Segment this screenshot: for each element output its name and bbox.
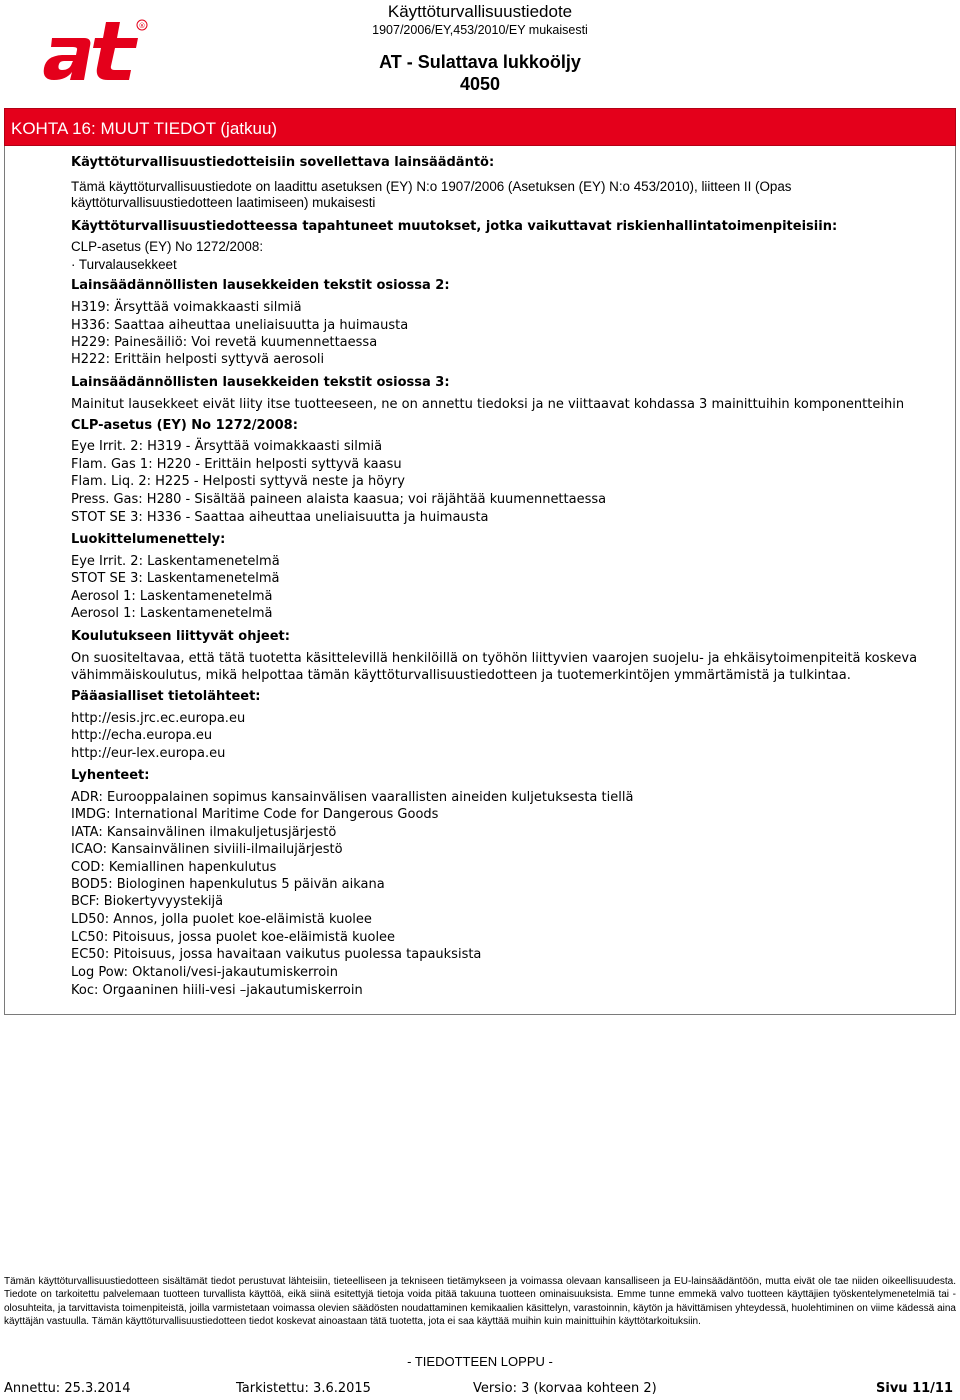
hazard-phrase: H229: Painesäiliö: Voi revetä kuumennettaessa [71, 335, 378, 350]
hazard-classification: Flam. Gas 1: H220 - Erittäin helposti syttyvä kaasu [71, 457, 402, 472]
abbreviation: Log Pow: Oktanoli/vesi-jakautumiskerroin [71, 965, 339, 980]
classification-method: Aerosol 1: Laskentamenetelmä [71, 606, 273, 621]
regulation-reference: 1907/2006/EY,453/2010/EY mukaisesti [372, 23, 588, 37]
hazard-classification: STOT SE 3: H336 - Saattaa aiheuttaa uneliaisuutta ja huimausta [71, 510, 489, 525]
hazard-phrase: H336: Saattaa aiheuttaa uneliaisuutta ja huimausta [71, 318, 409, 333]
doc-type: Käyttöturvallisuustiedote [387, 2, 573, 21]
abbreviation: IMDG: International Maritime Code for Dangerous Goods [71, 807, 439, 822]
hazard-classification: Flam. Liq. 2: H225 - Helposti syttyvä neste ja höyry [71, 474, 405, 489]
source-link[interactable]: http://esis.jrc.ec.europa.eu [71, 711, 246, 726]
hazard-phrase: H222: Erittäin helposti syttyvä aerosoli [71, 352, 325, 367]
heading-classification-procedure: Luokittelumenettely: [71, 532, 226, 547]
abbreviation: LC50: Pitoisuus, jossa puolet koe-eläimistä kuolee [71, 930, 396, 945]
heading-sources: Pääasialliset tietolähteet: [71, 689, 261, 704]
text-line: vähimmäiskoulutus, mikä helpottaa tämän käyttöturvallisuustiedotteen ja tuotemerkintöjen ymmärtämistä ja tulkintaa. [71, 668, 851, 683]
section-header [4, 108, 956, 146]
abbreviation: Koc: Orgaaninen hiili-vesi –jakautumiskerroin [71, 983, 363, 998]
abbreviation: IATA: Kansainvälinen ilmakuljetusjärjestö [71, 825, 337, 840]
text-line: Tämä käyttöturvallisuustiedote on laadittu asetuksen (EY) N:o 1907/2006 (Asetuksen (EY) N:o 453/2010), liitteen II (Opas [71, 179, 792, 194]
product-code: 4050 [459, 74, 501, 94]
text-line: · Turvalausekkeet [71, 257, 177, 272]
hazard-phrase: H319: Ärsyttää voimakkaasti silmiä [71, 300, 302, 315]
source-link[interactable]: http://eur-lex.europa.eu [71, 746, 226, 761]
section-title: KOHTA 16: MUUT TIEDOT (jatkuu) [11, 119, 278, 138]
hazard-classification: Eye Irrit. 2: H319 - Ärsyttää voimakkaasti silmiä [71, 439, 383, 454]
abbreviation: LD50: Annos, jolla puolet koe-eläimistä kuolee [71, 912, 372, 927]
registered-mark: ® [138, 22, 146, 30]
abbreviation: ADR: Eurooppalainen sopimus kansainvälisen vaarallisten aineiden kuljetuksesta tiellä [71, 790, 634, 805]
disclaimer-text: Tämän käyttöturvallisuustiedotteen sisältämät tiedot perustuvat lähteisiin, tieteelliseen ja tekniseen tietämykseen ja voimassa olevaan kansalliseen ja EU-lainsäädäntöön, mutta eivät ole tae niiden oikeellisuudesta. Tiedote on tarkoitettu palvelemaan tuotteen turvallista käyttöä, eikä siinä esitettyjä tietoja voida pitää takuuna tuotteen ominaisuuksista. Emme tunne emmekä valvo tuotteen käyttäjien työskentelymenetelmiä tai -olosuhteita, ja tarvittavista toimenpiteistä, joilla varmistetaan voimassa olevien säädösten noudattaminen kemikaalien käsittelyn, varastoinnin, käytön ja hävittämisen yhteydessä, huolehtiminen on viime kädessä aina käyttäjän vastuulla. Tämän käyttöturvallisuustiedotteen tiedot koskevat ainoastaan tätä tuotetta, jota ei saa käyttää muihin kuin mainittuihin käyttötarkoituksiin. [4, 1276, 956, 1327]
abbreviation: ICAO: Kansainvälinen siviili-ilmailujärjestö [71, 842, 343, 857]
heading-abbreviations: Lyhenteet: [71, 768, 150, 783]
source-link[interactable]: http://echa.europa.eu [71, 728, 213, 743]
version-info: Versio: 3 (korvaa kohteen 2) [473, 1381, 657, 1396]
abbreviation: BOD5: Biologinen hapenkulutus 5 päivän aikana [71, 877, 385, 892]
text-line: On suositeltavaa, että tätä tuotetta käsittelevillä henkilöillä on työhön liittyvien vaarojen suojelu- ja ehkäisytoimenpiteitä koskeva [71, 651, 918, 666]
heading-section2-phrases: Lainsäädännöllisten lausekkeiden tekstit osiossa 2: [71, 278, 450, 293]
issued-date: Annettu: 25.3.2014 [4, 1381, 131, 1396]
heading-clp: CLP-asetus (EY) No 1272/2008: [71, 418, 298, 433]
abbreviation: BCF: Biokertyvyystekijä [71, 894, 224, 909]
text-line: Mainitut lausekkeet eivät liity itse tuotteeseen, ne on annettu tiedoksi ja ne viittaavat kohdassa 3 mainittuihin komponentteihin [71, 397, 905, 412]
classification-method: Eye Irrit. 2: Laskentamenetelmä [71, 554, 280, 569]
classification-method: STOT SE 3: Laskentamenetelmä [71, 571, 280, 586]
product-name: AT - Sulattava lukkoöljy [379, 52, 581, 72]
page-number: Sivu 11/11 [876, 1381, 954, 1396]
heading-changes: Käyttöturvallisuustiedotteessa tapahtuneet muutokset, jotka vaikuttavat riskienhallintatoimenpiteisiin: [71, 219, 838, 234]
abbreviation: EC50: Pitoisuus, jossa havaitaan vaikutus puolessa tapauksista [71, 947, 482, 962]
hazard-classification: Press. Gas: H280 - Sisältää paineen alaista kaasua; voi räjähtää kuumennettaessa [71, 492, 607, 507]
heading-section3-phrases: Lainsäädännöllisten lausekkeiden tekstit osiossa 3: [71, 375, 450, 390]
heading-legislation: Käyttöturvallisuustiedotteisiin sovellettava lainsäädäntö: [71, 155, 495, 170]
end-of-document: - TIEDOTTEEN LOPPU - [407, 1354, 553, 1369]
abbreviation: COD: Kemiallinen hapenkulutus [71, 860, 277, 875]
company-logo [40, 18, 150, 82]
classification-method: Aerosol 1: Laskentamenetelmä [71, 589, 273, 604]
heading-training: Koulutukseen liittyvät ohjeet: [71, 629, 290, 644]
text-line: käyttöturvallisuustiedotteen laatimiseen) mukaisesti [71, 195, 376, 210]
text-line: CLP-asetus (EY) No 1272/2008: [71, 239, 264, 254]
checked-date: Tarkistettu: 3.6.2015 [236, 1381, 371, 1396]
